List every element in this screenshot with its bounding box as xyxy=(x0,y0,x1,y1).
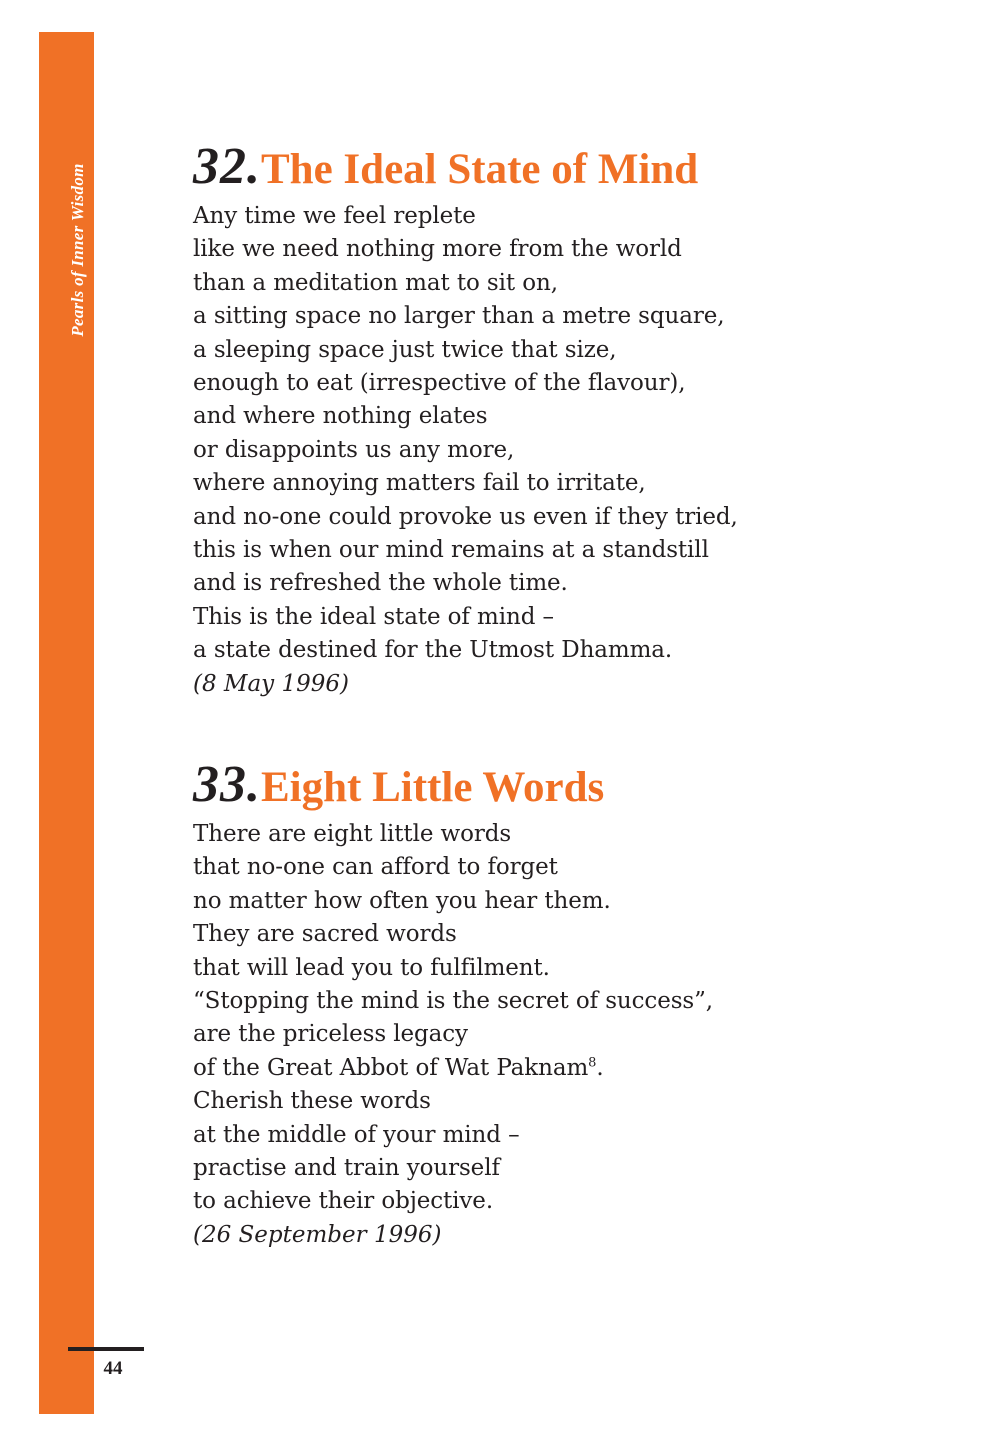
poem-section-32 xyxy=(193,134,953,701)
poem-line: There are eight little words xyxy=(193,821,512,847)
poem-line-with-footnote xyxy=(193,1052,953,1085)
footnote-line-text: of the Great Abbot of Wat Paknam xyxy=(193,1054,589,1081)
poem-line: are the priceless legacy xyxy=(193,1021,468,1048)
poem-title: The Ideal State of Mind xyxy=(261,146,699,193)
poem-line: a state destined for the Utmost Dhamma. xyxy=(193,637,673,664)
page-number: 44 xyxy=(103,1358,123,1379)
poem-line: that no-one can afford to forget xyxy=(193,854,558,881)
poem-line: a sitting space no larger than a metre square, xyxy=(193,303,725,330)
poem-line: Cherish these words xyxy=(193,1088,431,1115)
poem-line: and is refreshed the whole time. xyxy=(193,570,568,597)
poem-number: 33. xyxy=(193,756,261,813)
poem-line: like we need nothing more from the world xyxy=(193,236,682,263)
poem-line: This is the ideal state of mind – xyxy=(193,603,554,630)
poem-line: at the middle of your mind – xyxy=(193,1121,520,1148)
poem-line: that will lead you to fulfilment. xyxy=(193,954,550,981)
poem-body xyxy=(193,200,953,701)
poem-line: where annoying matters fail to irritate, xyxy=(193,470,646,497)
poem-line: enough to eat (irrespective of the flavour), xyxy=(193,370,686,397)
footnote-marker: 8 xyxy=(588,1055,597,1071)
poem-line: Any time we feel replete xyxy=(193,203,476,229)
footnote-line-end: . xyxy=(596,1054,604,1081)
poem-heading xyxy=(193,134,953,200)
poem-line: and where nothing elates xyxy=(193,403,488,430)
poem-heading xyxy=(193,752,953,818)
poem-line: a sleeping space just twice that size, xyxy=(193,336,617,363)
poem-date: (8 May 1996) xyxy=(193,670,349,697)
poem-body xyxy=(193,818,953,1252)
poem-number: 32. xyxy=(193,138,261,195)
running-title: Pearls of Inner Wisdom xyxy=(68,163,87,337)
poem-date: (26 September 1996) xyxy=(193,1221,442,1248)
poem-line: to achieve their objective. xyxy=(193,1188,494,1215)
poem-line: practise and train yourself xyxy=(193,1155,500,1182)
poem-line: and no-one could provoke us even if they tried, xyxy=(193,503,738,530)
poem-line: “Stopping the mind is the secret of success”, xyxy=(193,988,713,1015)
poem-section-33 xyxy=(193,752,953,1252)
page-number-rule xyxy=(68,1347,144,1351)
poem-line: They are sacred words xyxy=(193,921,457,948)
poem-line: no matter how often you hear them. xyxy=(193,887,611,914)
poem-line: this is when our mind remains at a standstill xyxy=(193,537,709,564)
poem-line: than a meditation mat to sit on, xyxy=(193,269,558,296)
poem-line: or disappoints us any more, xyxy=(193,436,515,463)
poem-title: Eight Little Words xyxy=(261,764,605,811)
